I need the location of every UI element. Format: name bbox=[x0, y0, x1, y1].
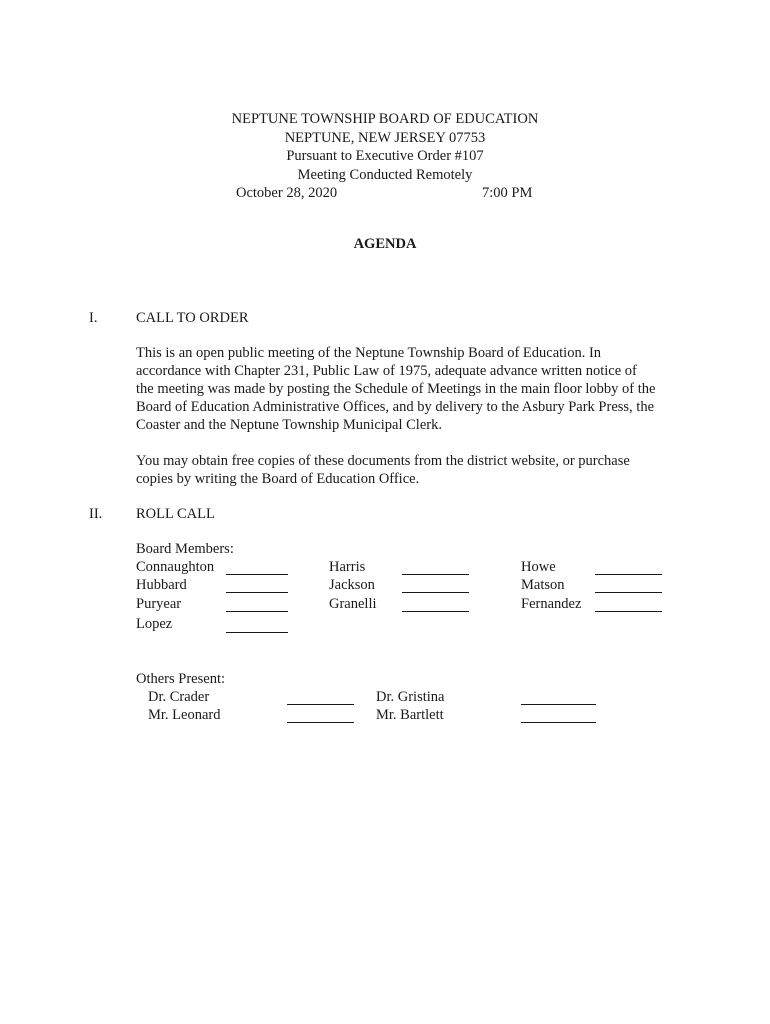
attendance-blank bbox=[226, 632, 288, 633]
attendance-blank bbox=[226, 611, 288, 612]
attendance-blank bbox=[595, 592, 662, 593]
member-name: Howe bbox=[521, 559, 556, 575]
attendance-blank bbox=[521, 704, 596, 705]
member-name: Matson bbox=[521, 577, 565, 593]
meeting-date: October 28, 2020 bbox=[236, 185, 338, 201]
board-members-label: Board Members: bbox=[136, 541, 234, 557]
paragraph-line: copies by writing the Board of Education Office. bbox=[136, 471, 420, 487]
member-name: Hubbard bbox=[136, 577, 187, 593]
meeting-time: 7:00 PM bbox=[482, 185, 533, 201]
attendee-name: Mr. Leonard bbox=[148, 707, 221, 723]
section-number-2: II. bbox=[89, 506, 103, 522]
executive-order: Pursuant to Executive Order #107 bbox=[286, 148, 484, 164]
attendance-blank bbox=[287, 722, 354, 723]
attendance-blank bbox=[226, 592, 288, 593]
attendance-blank bbox=[521, 722, 596, 723]
paragraph-line: Coaster and the Neptune Township Municipal Clerk. bbox=[136, 417, 442, 433]
attendance-blank bbox=[287, 704, 354, 705]
member-name: Connaughton bbox=[136, 559, 215, 575]
member-name: Granelli bbox=[329, 596, 377, 612]
attendance-blank bbox=[595, 574, 662, 575]
paragraph-line: the meeting was made by posting the Schedule of Meetings in the main floor lobby of the bbox=[136, 381, 656, 397]
copies-paragraph bbox=[136, 452, 696, 488]
attendance-blank bbox=[402, 592, 469, 593]
date-time-line bbox=[0, 184, 770, 203]
attendee-name: Dr. Gristina bbox=[376, 689, 445, 705]
section-heading-call-to-order: CALL TO ORDER bbox=[136, 310, 249, 326]
attendance-blank bbox=[402, 611, 469, 612]
attendance-blank bbox=[595, 611, 662, 612]
section-heading-roll-call: ROLL CALL bbox=[136, 506, 215, 522]
member-name: Fernandez bbox=[521, 596, 582, 612]
member-name: Harris bbox=[329, 559, 366, 575]
member-name: Jackson bbox=[329, 577, 375, 593]
attendee-name: Dr. Crader bbox=[148, 689, 210, 705]
attendee-name: Mr. Bartlett bbox=[376, 707, 444, 723]
others-present-label: Others Present: bbox=[136, 671, 225, 687]
paragraph-line: You may obtain free copies of these documents from the district website, or purchase bbox=[136, 453, 630, 469]
paragraph-line: This is an open public meeting of the Neptune Township Board of Education. In bbox=[136, 345, 602, 361]
paragraph-line: Board of Education Administrative Offices, and by delivery to the Asbury Park Press, the bbox=[136, 399, 655, 415]
agenda-title: AGENDA bbox=[353, 236, 417, 252]
member-name: Lopez bbox=[136, 616, 173, 632]
org-name: NEPTUNE TOWNSHIP BOARD OF EDUCATION bbox=[231, 111, 539, 127]
document-header bbox=[0, 110, 770, 203]
call-to-order-paragraph bbox=[136, 344, 696, 434]
org-address: NEPTUNE, NEW JERSEY 07753 bbox=[284, 129, 486, 146]
attendance-blank bbox=[402, 574, 469, 575]
paragraph-line: accordance with Chapter 231, Public Law of 1975, adequate advance written notice of bbox=[136, 363, 637, 379]
member-name: Puryear bbox=[136, 596, 182, 612]
section-number-1: I. bbox=[89, 310, 98, 326]
attendance-blank bbox=[226, 574, 288, 575]
meeting-mode: Meeting Conducted Remotely bbox=[297, 166, 473, 183]
